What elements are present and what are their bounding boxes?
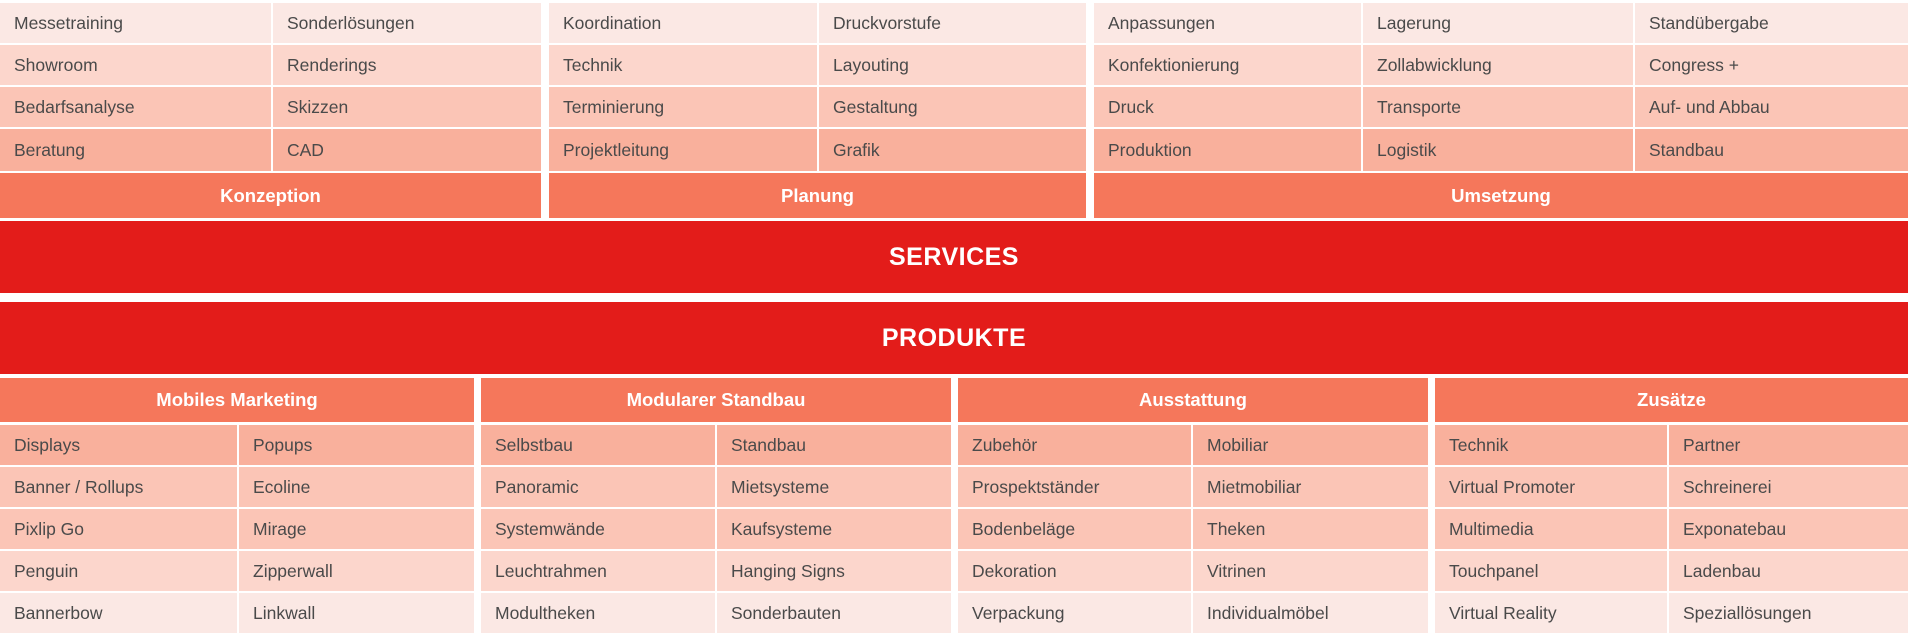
produkte-mobiles-marketing-item: Linkwall [239,593,474,633]
produkte-zusaetze-item: Ladenbau [1669,551,1908,591]
group-header-modularer-standbau: Modularer Standbau [481,378,951,422]
produkte-modularer-standbau-item: Standbau [717,425,951,465]
services-planung-item: Gestaltung [819,87,1086,127]
produkte-zusaetze-item: Touchpanel [1435,551,1667,591]
produkte-zusaetze-item: Technik [1435,425,1667,465]
services-umsetzung-item: Congress + [1635,45,1908,85]
services-konzeption-item: CAD [273,129,541,171]
produkte-ausstattung-item: Mietmobiliar [1193,467,1428,507]
produkte-ausstattung-item: Theken [1193,509,1428,549]
produkte-modularer-standbau-item: Mietsysteme [717,467,951,507]
produkte-zusaetze-item: Virtual Promoter [1435,467,1667,507]
services-konzeption-item: Beratung [0,129,271,171]
produkte-ausstattung-item: Dekoration [958,551,1191,591]
services-umsetzung-item: Logistik [1363,129,1633,171]
produkte-ausstattung-item: Individualmöbel [1193,593,1428,633]
produkte-zusaetze-item: Schreinerei [1669,467,1908,507]
services-planung-item: Druckvorstufe [819,3,1086,43]
group-header-planung: Planung [549,173,1086,218]
services-konzeption-item: Renderings [273,45,541,85]
services-umsetzung-item: Standbau [1635,129,1908,171]
services-konzeption-item: Showroom [0,45,271,85]
produkte-zusaetze-item: Partner [1669,425,1908,465]
services-planung-item: Terminierung [549,87,817,127]
produkte-mobiles-marketing-item: Popups [239,425,474,465]
services-planung-item: Layouting [819,45,1086,85]
services-umsetzung-item: Zollabwicklung [1363,45,1633,85]
produkte-mobiles-marketing-item: Pixlip Go [0,509,237,549]
produkte-modularer-standbau-item: Sonderbauten [717,593,951,633]
produkte-zusaetze-item: Speziallösungen [1669,593,1908,633]
services-umsetzung-item: Lagerung [1363,3,1633,43]
produkte-mobiles-marketing-item: Mirage [239,509,474,549]
services-planung-item: Technik [549,45,817,85]
produkte-zusaetze-item: Exponatebau [1669,509,1908,549]
services-konzeption-item: Bedarfsanalyse [0,87,271,127]
produkte-ausstattung-item: Vitrinen [1193,551,1428,591]
group-header-konzeption: Konzeption [0,173,541,218]
produkte-mobiles-marketing-item: Banner / Rollups [0,467,237,507]
services-umsetzung-item: Anpassungen [1094,3,1361,43]
produkte-modularer-standbau-item: Hanging Signs [717,551,951,591]
produkte-ausstattung-item: Zubehör [958,425,1191,465]
produkte-ausstattung-item: Bodenbeläge [958,509,1191,549]
services-umsetzung-item: Konfektionierung [1094,45,1361,85]
services-konzeption-item: Skizzen [273,87,541,127]
services-umsetzung-item: Transporte [1363,87,1633,127]
produkte-mobiles-marketing-item: Penguin [0,551,237,591]
services-konzeption-item: Messetraining [0,3,271,43]
produkte-modularer-standbau-item: Panoramic [481,467,715,507]
services-planung-item: Grafik [819,129,1086,171]
produkte-zusaetze-item: Virtual Reality [1435,593,1667,633]
produkte-zusaetze-item: Multimedia [1435,509,1667,549]
produkte-mobiles-marketing-item: Bannerbow [0,593,237,633]
produkte-modularer-standbau-item: Systemwände [481,509,715,549]
produkte-modularer-standbau-item: Leuchtrahmen [481,551,715,591]
produkte-ausstattung-item: Verpackung [958,593,1191,633]
services-band: SERVICES [0,221,1908,293]
services-umsetzung-item: Standübergabe [1635,3,1908,43]
produkte-mobiles-marketing-item: Displays [0,425,237,465]
services-planung-item: Projektleitung [549,129,817,171]
produkte-mobiles-marketing-item: Ecoline [239,467,474,507]
group-header-ausstattung: Ausstattung [958,378,1428,422]
produkte-band: PRODUKTE [0,302,1908,374]
produkte-ausstattung-item: Mobiliar [1193,425,1428,465]
services-umsetzung-item: Druck [1094,87,1361,127]
group-header-zusaetze: Zusätze [1435,378,1908,422]
produkte-mobiles-marketing-item: Zipperwall [239,551,474,591]
services-umsetzung-item: Produktion [1094,129,1361,171]
group-header-mobiles-marketing: Mobiles Marketing [0,378,474,422]
group-header-umsetzung: Umsetzung [1094,173,1908,218]
produkte-modularer-standbau-item: Kaufsysteme [717,509,951,549]
services-umsetzung-item: Auf- und Abbau [1635,87,1908,127]
services-planung-item: Koordination [549,3,817,43]
services-konzeption-item: Sonderlösungen [273,3,541,43]
produkte-ausstattung-item: Prospektständer [958,467,1191,507]
produkte-modularer-standbau-item: Modultheken [481,593,715,633]
produkte-modularer-standbau-item: Selbstbau [481,425,715,465]
